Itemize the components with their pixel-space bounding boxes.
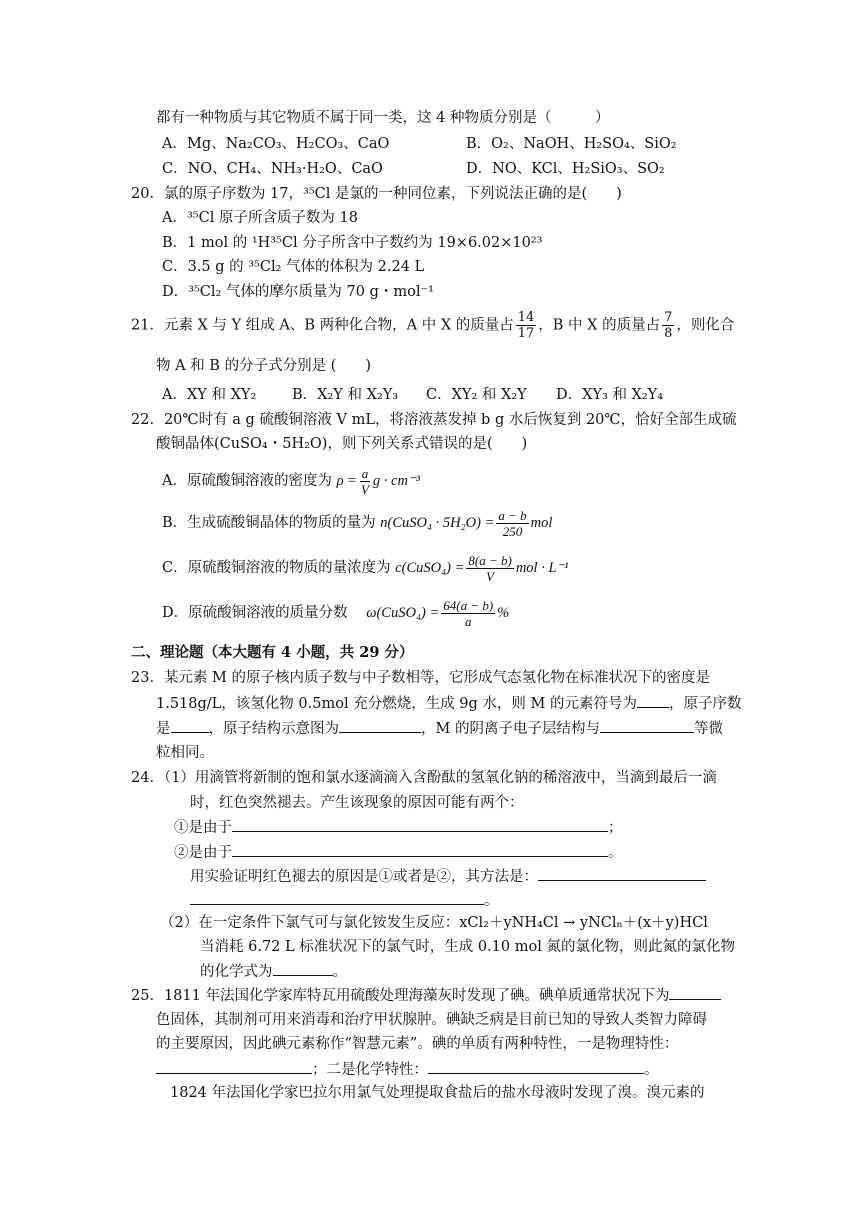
q24-part1-line-1 [131,768,717,788]
q22-c-fraction [466,553,513,584]
q21-frac2-numerator: 7 [664,310,673,325]
q22-option-b [162,504,552,542]
q22-b-denominator: 250 [502,523,523,539]
q21-stem-a: 元素 X 与 Y 组成 A、B 两种化合物，A 中 X 的质量占 [163,317,514,334]
q25-line-5: 1824 年法国化学家巴拉尔用氯气处理提取食盐后的盐水母液时发现了溴。溴元素的 [170,1085,705,1101]
q24-reason-2 [174,842,623,863]
q20-option-a: A．³⁵Cl 原子所含质子数为 18 [162,210,358,226]
q22-stem-1: 20℃时有 a g 硫酸铜溶液 V mL，将溶液蒸发掉 b g 水后恢复到 20℃，恰好全部生成硫 [163,412,737,428]
section-2-title: 二、理论题（本大题有 4 小题，共 29 分） [131,644,414,661]
q24-part2-text-3b: 。 [332,964,347,980]
q25-line-3: 的主要原因，因此碘元素称作“智慧元素”。碘的单质有两种特性，一是物理特性： [156,1036,679,1052]
q22-d-fraction [441,598,495,629]
q21-option-c: C．XY₂ 和 X₂Y [426,387,527,403]
q22-a-denominator: V [360,481,369,497]
q21-option-d: D．XY₃ 和 X₂Y₄ [556,387,664,403]
q23-blank-atomic-number[interactable] [171,718,209,733]
q22-option-d [162,594,509,632]
q21-fraction-1 [516,310,537,341]
q21-number: 21． [131,317,164,334]
q22-option-a-formula [337,462,420,500]
q23-line-2 [156,693,742,714]
q22-b-numerator: a − b [498,507,527,523]
q24-part2-text-3a: 的化学式为 [200,964,273,980]
q22-d-lhs: ω(CuSO₄) = [366,605,440,621]
q24-reason-1-label: ①是由于 [174,820,232,836]
q25-blank-chemical[interactable] [428,1059,644,1074]
q22-option-a-text: A．原硫酸铜溶液的密度为 [162,473,332,489]
q23-blank-symbol[interactable] [637,693,669,708]
q24-reason-2-end: 。 [608,845,623,861]
q23-line-1 [131,668,710,688]
q22-question [131,410,737,430]
q24-blank-experiment-b[interactable] [190,890,484,905]
q22-d-numerator: 64(a − b) [443,597,494,613]
q25-text-4b: 。 [644,1062,659,1078]
q25-text-1: 1811 年法国化学家库特瓦用硫酸处理海藻灰时发现了碘。碘单质通常状况下为 [163,988,670,1004]
q22-option-c-text: C．原硫酸铜溶液的物质的量浓度为 [162,560,391,576]
q22-b-lhs: n(CuSO₄ · 5H₂O) = [380,515,495,531]
q21-stem-b: ，B 中 X 的质量占 [538,317,661,334]
q24-blank-formula[interactable] [273,961,333,976]
q22-c-denominator: V [486,568,495,584]
q24-experiment-end: 。 [484,893,499,909]
q21-stem-c: ，则化合 [676,317,735,334]
q23-text-3b: ，原子结构示意图为 [208,721,339,737]
q25-blank-physical[interactable] [156,1059,312,1074]
q19-option-d: D．NO、KCl、H₂SiO₃、SO₂ [466,161,665,177]
q22-a-lhs: ρ = [336,473,357,489]
q23-blank-particles[interactable] [600,718,694,733]
q21-frac2-denominator: 8 [664,326,673,341]
q22-stem-2: 酸铜晶体(CuSO₄・5H₂O)，则下列关系式错误的是( ) [156,436,528,452]
q24-blank-reason-2[interactable] [232,842,608,857]
q22-number: 22． [131,412,164,428]
q19-option-c: C．NO、CH₄、NH₃·H₂O、CaO [162,161,383,177]
q21-frac1-numerator: 14 [517,310,535,325]
q21-fraction-2 [662,310,674,341]
q21-stem-d: 物 A 和 B 的分子式分别是 ( ) [156,358,371,374]
q22-a-numerator: a [361,465,369,481]
q20-option-b: B．1 mol 的 ¹H³⁵Cl 分子所含中子数约为 19×6.02×10²³ [162,235,543,251]
q22-d-denominator: a [464,613,472,629]
q23-text-1: 某元素 M 的原子核内质子数与中子数相等，它形成气态氢化物在标准状况下的密度是 [163,670,711,686]
q24-experiment-cont [190,890,499,911]
q22-c-numerator: 8(a − b) [468,552,512,568]
q19-stem: 都有一种物质与其它物质不属于同一类，这 4 种物质分别是（ ） [156,110,610,126]
q25-line-1 [131,985,721,1006]
q23-text-3c: ，M 的阴离子电子层结构与 [421,721,600,737]
q22-a-unit: g · cm⁻³ [372,473,420,489]
q23-line-3 [156,718,723,739]
q20-number: 20． [131,186,164,202]
q25-number: 25． [131,988,164,1004]
q24-part2-line-2: 当消耗 6.72 L 标准状况下的氯气时，生成 0.10 mol 氮的氯化物，则此氮的氯化物 [200,939,735,955]
q24-reason-1 [174,817,623,838]
q21-question [131,310,734,341]
q25-line-4 [156,1059,659,1080]
q22-c-unit: mol · L⁻¹ [515,560,569,576]
q23-text-2a: 1.518g/L，该氢化物 0.5mol 充分燃烧，生成 9g 水，则 M 的元素符号为 [156,696,637,712]
q22-d-unit: % [497,605,510,621]
q23-text-3a: 是 [156,721,171,737]
q20-option-c: C．3.5 g 的 ³⁵Cl₂ 气体的体积为 2.24 L [162,259,425,275]
q21-options [162,385,663,405]
q24-reason-1-end: ； [608,820,623,836]
q24-number: 24． [131,770,164,786]
q23-blank-structure[interactable] [339,718,421,733]
q22-option-d-formula [366,594,509,632]
q23-text-3d: 等微 [693,721,723,737]
q23-number: 23． [131,670,164,686]
q21-option-b: B．X₂Y 和 X₂Y₃ [292,387,399,403]
q25-line-2: 色固体，其制剂可用来消毒和治疗甲状腺肿。碘缺乏病是目前已知的导致人类智力障碍 [156,1012,707,1028]
q24-blank-reason-1[interactable] [232,817,608,832]
q24-part2-line-3 [200,961,347,982]
q22-b-fraction [496,508,528,539]
q19-option-b: B．O₂、NaOH、H₂SO₄、SiO₂ [466,136,677,152]
q23-text-2b: ，原子序数 [669,696,742,712]
q22-option-d-text: D．原硫酸铜溶液的质量分数 [162,605,348,621]
q24-part1-text-1: （1）用滴管将新制的饱和氯水逐滴滴入含酚酞的氢氧化钠的稀溶液中，当滴到最后一滴 [163,770,717,786]
q25-blank-color[interactable] [669,985,721,1000]
q25-text-4a: ；二是化学特性： [312,1062,428,1078]
q24-blank-experiment-a[interactable] [538,866,706,881]
q21-frac1-denominator: 17 [517,326,535,341]
q22-b-unit: mol [530,515,553,531]
q22-option-b-formula [380,504,552,542]
q22-option-c [162,549,569,587]
q19-option-a: A．Mg、Na₂CO₃、H₂CO₃、CaO [162,136,390,152]
q24-experiment-text: 用实验证明红色褪去的原因是①或者是②，其方法是： [190,869,538,885]
q21-option-a: A．XY 和 XY₂ [162,387,257,403]
q24-reason-2-label: ②是由于 [174,845,232,861]
q24-experiment [190,866,706,887]
q24-part1-line-2: 时，红色突然褪去。产生该现象的原因可能有两个： [190,795,524,811]
q22-option-a [162,462,420,500]
q20-question [131,184,622,204]
q22-c-lhs: c(CuSO₄) = [395,560,465,576]
q20-stem: 氯的原子序数为 17，³⁵Cl 是氯的一种同位素，下列说法正确的是( ) [163,186,622,202]
q24-part2-line-1: （2）在一定条件下氯气可与氯化铵发生反应：xCl₂＋yNH₄Cl → yNClₙ＋(x＋y)HCl [160,915,708,931]
q22-option-b-text: B．生成硫酸铜晶体的物质的量为 [162,515,376,531]
q23-line-4: 粒相同。 [156,745,214,761]
q22-a-fraction [359,466,371,497]
q20-option-d: D．³⁵Cl₂ 气体的摩尔质量为 70 g・mol⁻¹ [162,284,434,300]
q22-option-c-formula [395,549,568,587]
